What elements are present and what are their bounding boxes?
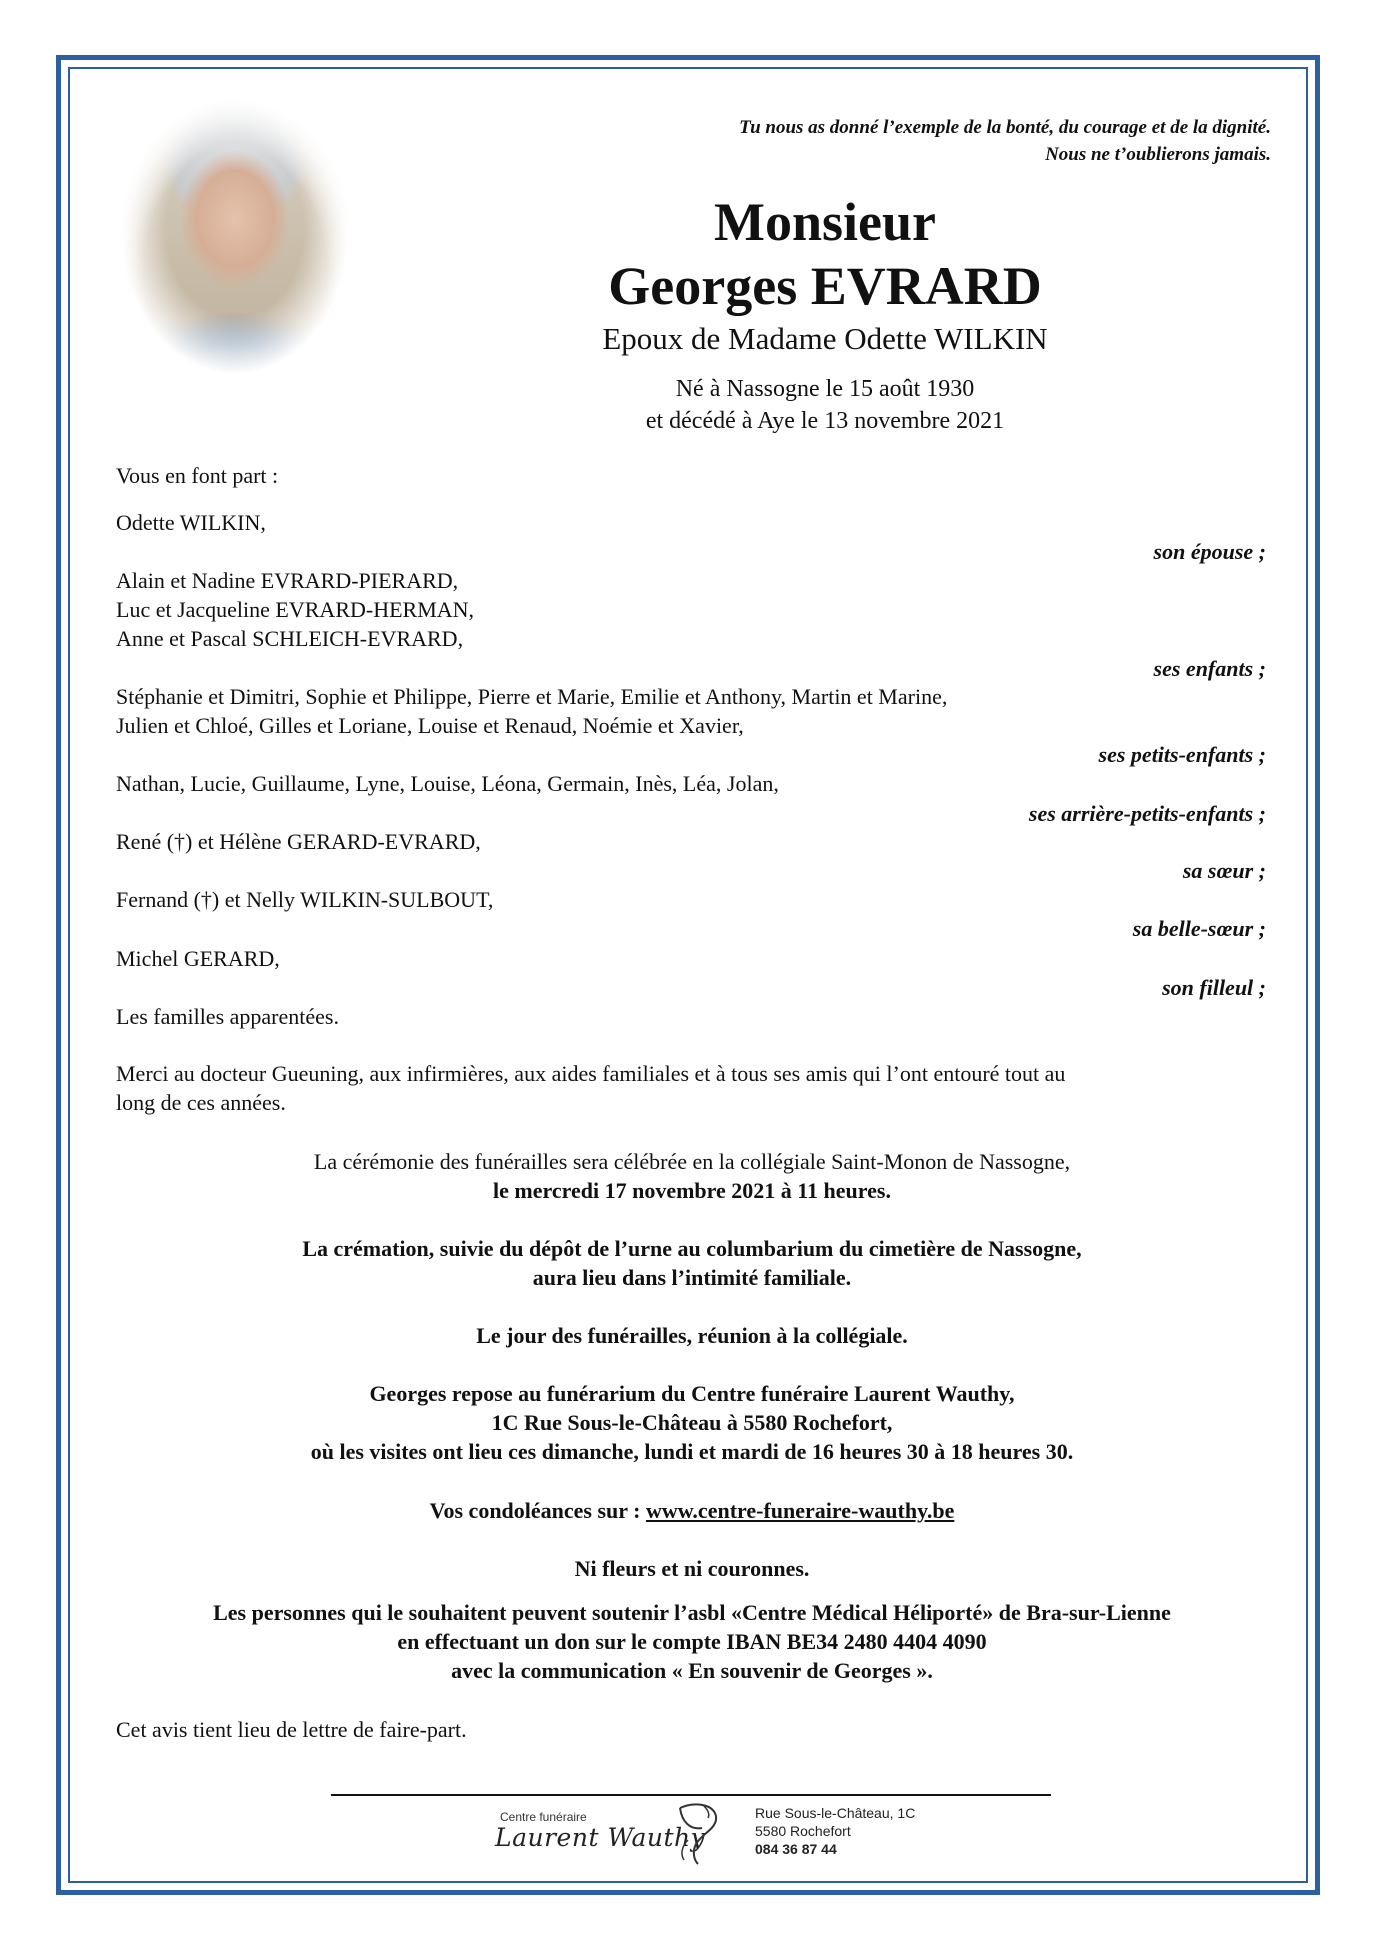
footer-address-street: Rue Sous-le-Château, 1C [755,1805,916,1821]
relation-great-grandchildren: ses arrière-petits-enfants ; [1028,801,1266,826]
list-item: Julien et Chloé, Gilles et Loriane, Louise et Renaud, Noémie et Xavier, [116,713,744,738]
intro-line: Vous en font part : [116,463,279,488]
sister-name: René (†) et Hélène GERARD-EVRARD, [116,829,481,854]
donation-line-1: Les personnes qui le souhaitent peuvent soutenir l’asbl «Centre Médical Héliporté» de Bra-sur-Lienne [213,1600,1171,1625]
sister-in-law-name: Fernand (†) et Nelly WILKIN-SULBOUT, [116,887,494,912]
ceremony-paragraph [116,1147,1268,1205]
cremation-paragraph [116,1234,1268,1292]
cremation-line-1: La crémation, suivie du dépôt de l’urne au columbarium du cimetière de Nassogne, [302,1236,1082,1261]
ceremony-line-1: La cérémonie des funérailles sera célébrée en la collégiale Saint-Monon de Nassogne, [313,1149,1071,1174]
meeting-line: Le jour des funérailles, réunion à la collégiale. [476,1323,908,1348]
list-item: Alain et Nadine EVRARD-PIERARD, [116,568,459,593]
death-line: et décédé à Aye le 13 novembre 2021 [645,408,1005,434]
condolences-link[interactable]: www.centre-funeraire-wauthy.be [645,1498,955,1523]
rest-paragraph [116,1379,1268,1466]
relation-sister-in-law: sa belle-sœur ; [1132,916,1266,941]
godson-name: Michel GERARD, [116,946,280,971]
spouse-name: Odette WILKIN, [116,510,266,535]
epigraph-line-1: Tu nous as donné l’exemple de la bonté, du courage et de la dignité. [739,117,1271,138]
calla-lily-logo-icon [668,1800,726,1866]
logo-caption: Centre funéraire [500,1810,587,1824]
relation-grandchildren: ses petits-enfants ; [1098,742,1266,767]
condolences-line [116,1496,1268,1525]
rest-line-1: Georges repose au funérarium du Centre funéraire Laurent Wauthy, [369,1381,1015,1406]
honorific: Monsieur [714,192,936,252]
epigraph [739,114,1271,168]
thanks-paragraph [116,1059,1268,1117]
donation-line-2: en effectuant un don sur le compte IBAN BE34 2480 4404 4090 [397,1629,987,1654]
spouse-line: Epoux de Madame Odette WILKIN [602,321,1048,356]
birth-line: Né à Nassogne le 15 août 1930 [675,376,975,402]
list-item: Stéphanie et Dimitri, Sophie et Philippe, Pierre et Marie, Emilie et Anthony, Martin et Marine, [116,684,948,709]
list-item: Luc et Jacqueline EVRARD-HERMAN, [116,597,475,622]
footer-address-city: 5580 Rochefort [755,1823,851,1839]
list-item: Anne et Pascal SCHLEICH-EVRARD, [116,626,464,651]
relation-children: ses enfants ; [1153,656,1266,681]
footer-divider [331,1794,1051,1796]
rest-line-2: 1C Rue Sous-le-Château à 5580 Rochefort, [491,1410,893,1435]
footer-phone: 084 36 87 44 [755,1841,837,1857]
donation-paragraph [116,1598,1268,1685]
thanks-line-2: long de ces années. [116,1090,286,1115]
ceremony-date: le mercredi 17 novembre 2021 à 11 heures. [493,1178,891,1203]
condolences-label: Vos condoléances sur : [429,1498,646,1523]
great-grandchildren: Nathan, Lucie, Guillaume, Lyne, Louise, Léona, Germain, Inès, Léa, Jolan, [116,771,779,796]
epigraph-line-2: Nous ne t’oublierons jamais. [1045,144,1271,165]
children-list [116,566,1268,653]
grandchildren-list [116,682,1268,740]
related-families: Les familles apparentées. [116,1004,339,1029]
relation-spouse: son épouse ; [1153,539,1266,564]
logo-wordmark: Laurent Wauthy [495,1823,706,1852]
rest-line-3: où les visites ont lieu ces dimanche, lundi et mardi de 16 heures 30 à 18 heures 30. [310,1439,1074,1464]
flowers-line: Ni fleurs et ni couronnes. [574,1556,810,1581]
cremation-line-2: aura lieu dans l’intimité familiale. [532,1265,852,1290]
deceased-name: Georges EVRARD [608,256,1042,316]
closing-line: Cet avis tient lieu de lettre de faire-part. [116,1717,467,1742]
life-dates [440,373,1210,437]
portrait-photo [110,98,360,443]
relation-godson: son filleul ; [1162,975,1266,1000]
donation-line-3: avec la communication « En souvenir de Georges ». [451,1658,933,1683]
relation-sister: sa sœur ; [1182,858,1266,883]
thanks-line-1: Merci au docteur Gueuning, aux infirmières, aux aides familiales et à tous ses amis qui l’ont entouré tout au [116,1061,1066,1086]
